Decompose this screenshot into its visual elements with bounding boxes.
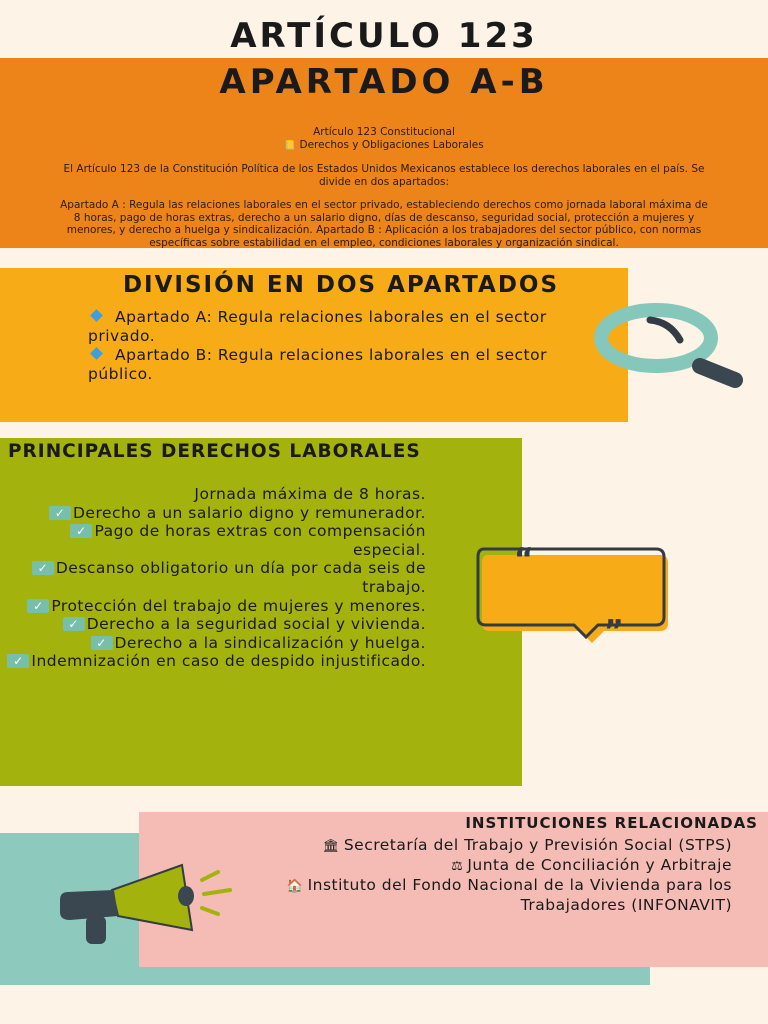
list-item: ✓ Pago de horas extras con compensación especial.	[0, 522, 426, 559]
house-icon: 🏠	[286, 879, 304, 894]
list-item: 🏛 Secretaría del Trabajo y Previsión Social (STPS)	[322, 836, 732, 854]
list-item: 🏠 Instituto del Fondo Nacional de la Vivienda para los Trabajadores (INFONAVIT)	[286, 876, 732, 914]
speech-bubble-icon	[474, 542, 674, 649]
list-item: ✓ Derecho a la seguridad social y vivienda.	[0, 615, 426, 634]
svg-text:”: ”	[604, 614, 624, 649]
magnifying-glass-icon	[590, 300, 750, 390]
rights-heading: PRINCIPALES DERECHOS LABORALES	[8, 441, 421, 462]
list-item: ⚖ Junta de Conciliación y Arbitraje	[451, 856, 732, 874]
check-mark-icon: ✓	[63, 617, 85, 631]
division-heading: DIVISIÓN EN DOS APARTADOS	[122, 272, 560, 298]
list-item: Jornada máxima de 8 horas.	[194, 485, 426, 503]
check-mark-icon: ✓	[27, 599, 49, 613]
intro-line-1: Artículo 123 Constitucional	[313, 126, 455, 138]
check-mark-icon: ✓	[49, 506, 71, 520]
list-item: ✓ Derecho a la sindicalización y huelga.	[0, 634, 426, 653]
book-icon: 📒	[284, 140, 296, 151]
intro-paragraph-1: El Artículo 123 de la Constitución Política de los Estados Unidos Mexicanos establece los derechos laborales en el país. Se divide en dos apartados:	[63, 163, 705, 188]
page-title: ARTÍCULO 123	[230, 16, 538, 56]
check-mark-icon: ✓	[32, 561, 54, 575]
institutions-list	[212, 836, 732, 915]
list-item: ✓ Protección del trabajo de mujeres y menores.	[0, 597, 426, 616]
check-mark-icon: ✓	[91, 636, 113, 650]
list-item: ✓ Derecho a un salario digno y remunerador.	[0, 504, 426, 523]
blue-diamond-icon	[90, 347, 103, 360]
list-item: Apartado B: Regula relaciones laborales en el sector público.	[88, 346, 547, 383]
blue-diamond-icon	[90, 309, 103, 322]
classical-building-icon: 🏛	[322, 839, 340, 854]
balance-scale-icon: ⚖	[451, 859, 464, 874]
list-item: ✓ Descanso obligatorio un día por cada seis de trabajo.	[0, 559, 426, 596]
intro-line-2: 📒 Derechos y Obligaciones Laborales	[284, 138, 484, 151]
intro-text	[60, 126, 708, 249]
svg-text:“: “	[514, 542, 534, 577]
list-item: Apartado A: Regula relaciones laborales en el sector privado.	[88, 308, 547, 345]
intro-paragraph-2: Apartado A : Regula las relaciones laborales en el sector privado, estableciendo derechos como jornada laboral máxima de 8 horas, pago de horas extras, derecho a un salario digno, días de descanso, seguridad social, protección a mujeres y menores, y derecho a huelga y sindicalización. Apartado B : Aplicación a los trabajadores del sector público, con normas específicas sobre estabilidad en el empleo, condiciones laborales y organización sindical.	[60, 199, 708, 249]
list-item: ✓ Indemnización en caso de despido injustificado.	[0, 652, 426, 671]
check-mark-icon: ✓	[70, 524, 92, 538]
division-list	[88, 308, 598, 384]
check-mark-icon: ✓	[7, 654, 29, 668]
page-subtitle: APARTADO A-B	[219, 62, 549, 102]
institutions-heading: INSTITUCIONES RELACIONADAS	[465, 814, 758, 832]
rights-list	[0, 485, 426, 671]
